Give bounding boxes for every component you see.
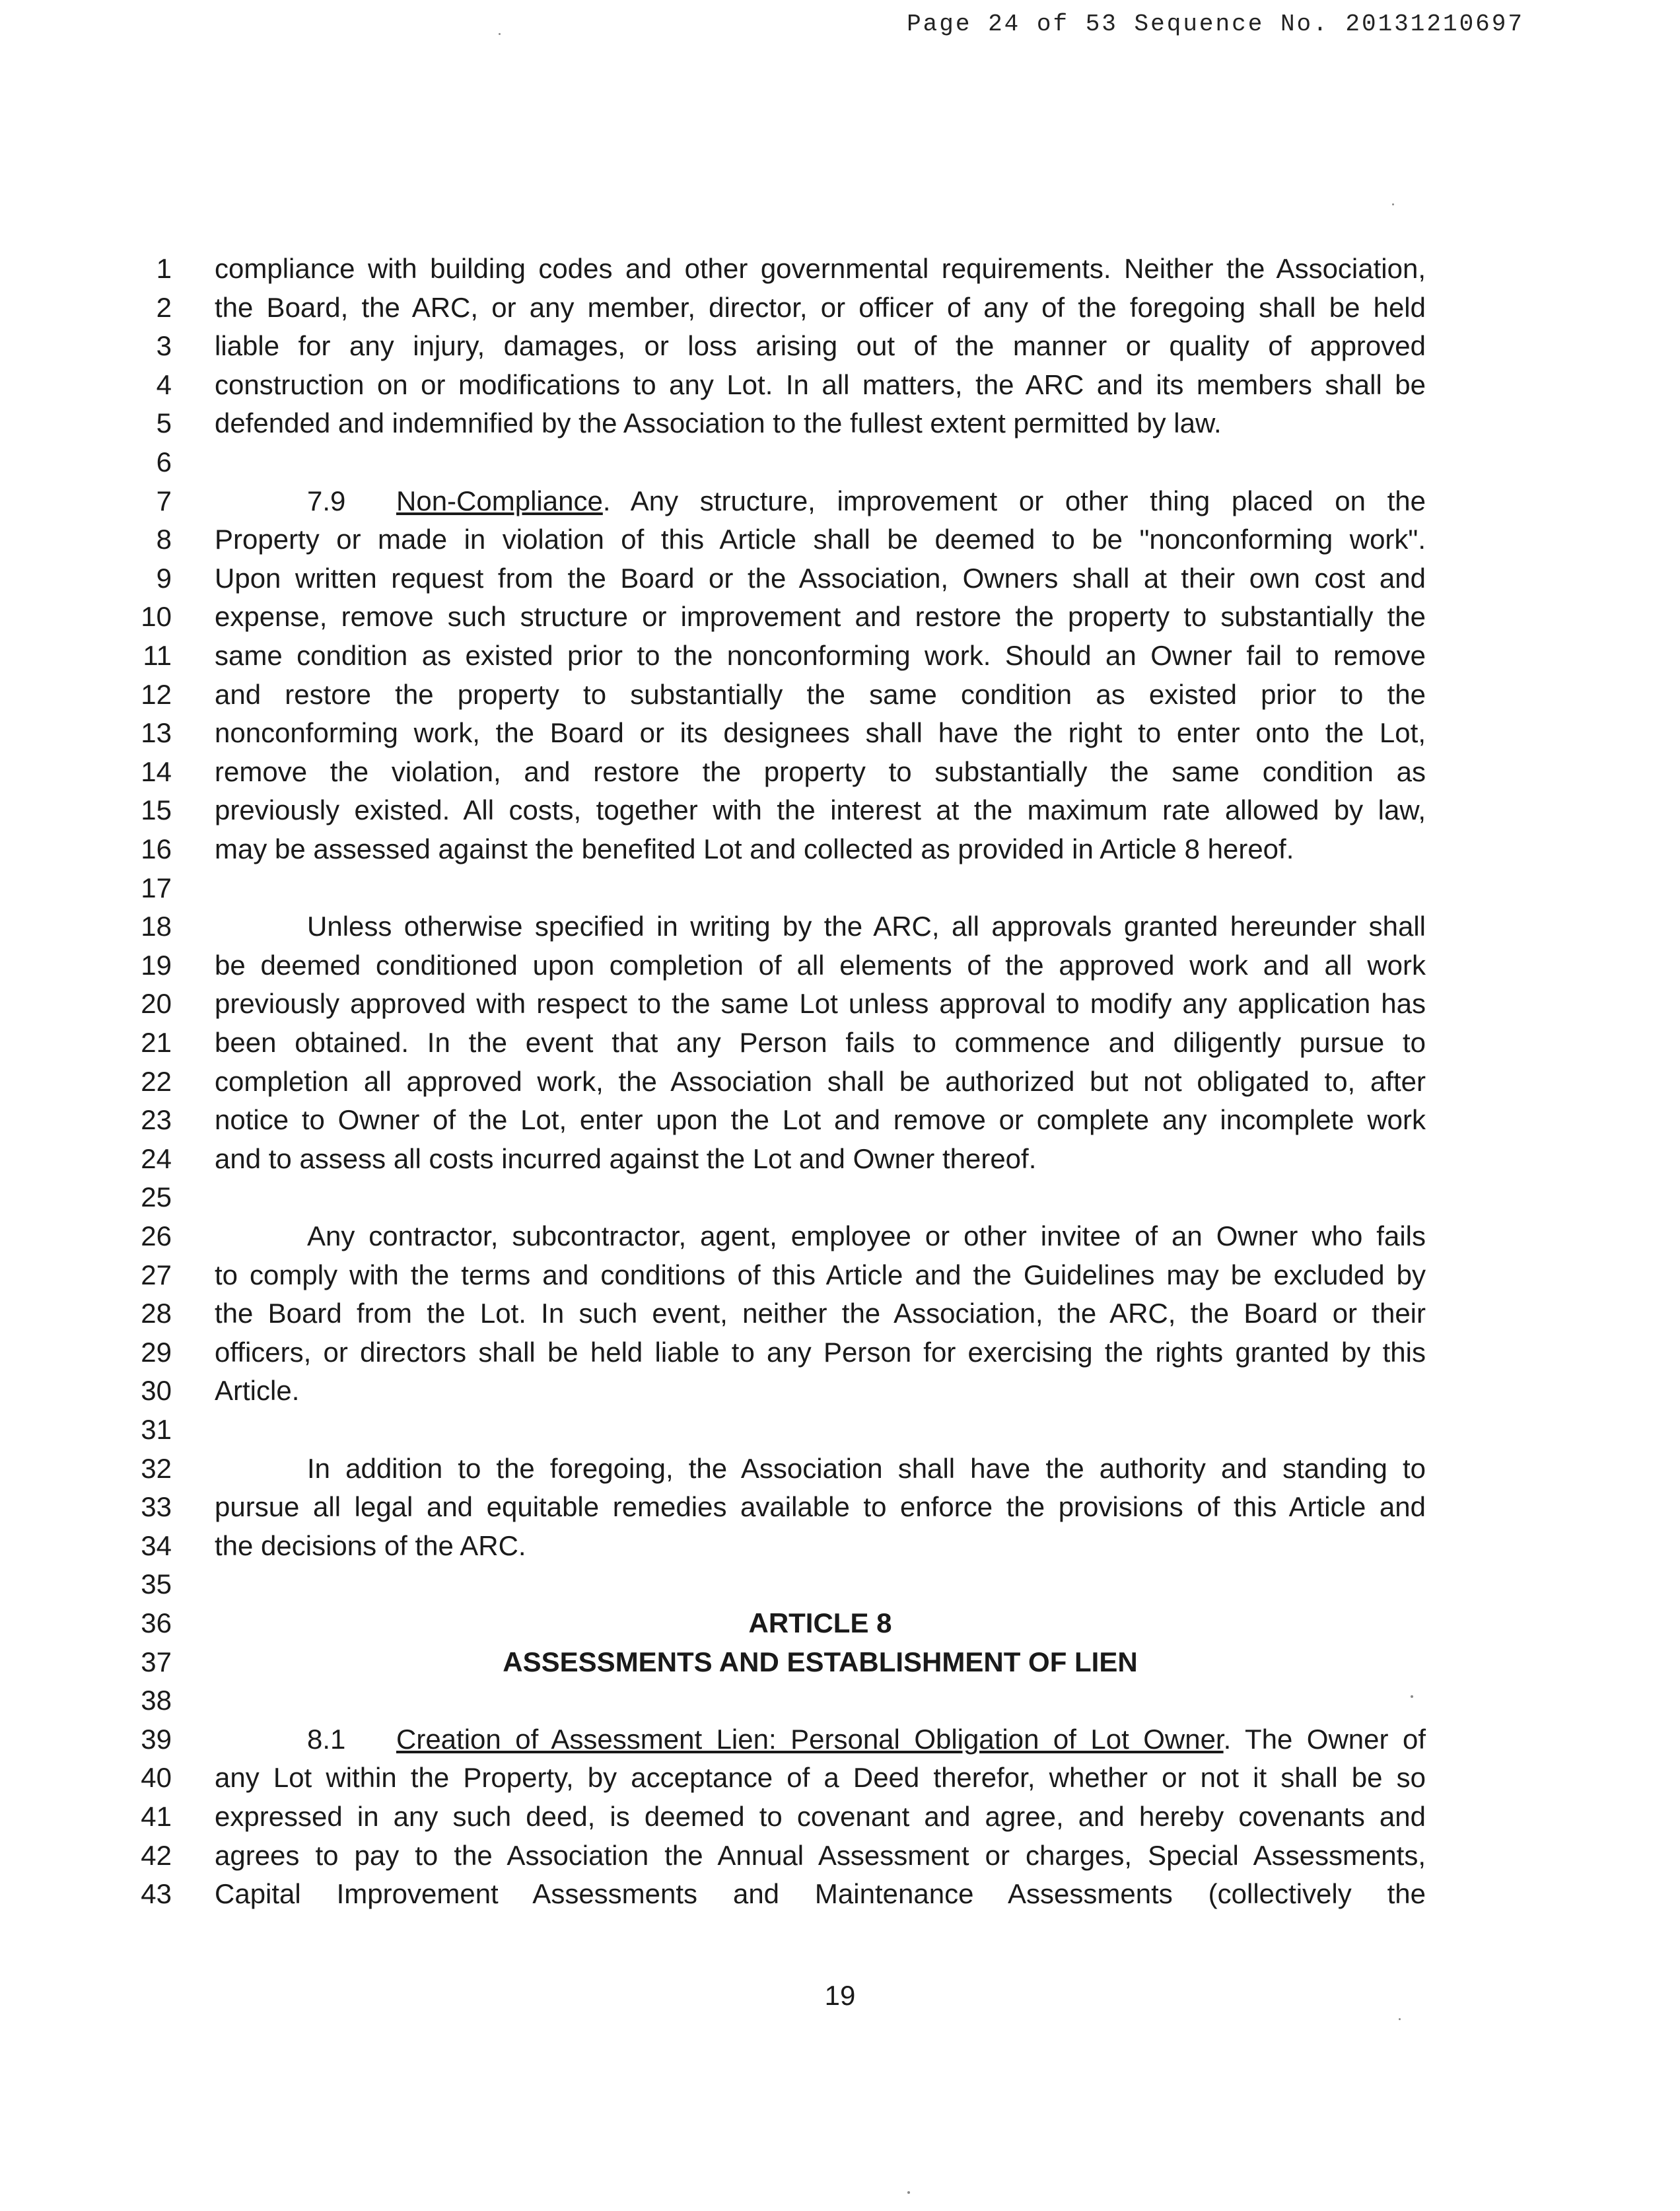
line-number: 2 xyxy=(156,291,172,323)
line-number: 35 xyxy=(141,1568,172,1600)
section-number: 7.9 xyxy=(307,485,346,516)
scan-speck xyxy=(1399,2018,1401,2020)
line-number: 13 xyxy=(141,717,172,749)
line-number: 37 xyxy=(141,1646,172,1677)
line-text: Property or made in violation of this Article shall be deemed to be "nonconforming work". xyxy=(215,524,1426,555)
line-number: 31 xyxy=(141,1414,172,1445)
line-text: pursue all legal and equitable remedies available to enforce the provisions of this Article and xyxy=(215,1491,1426,1523)
line-text: the Board, the ARC, or any member, director, or officer of any of the foregoing shall be held xyxy=(215,291,1426,323)
section-text: . Any structure, improvement or other thing placed on the xyxy=(602,485,1426,516)
line-number: 9 xyxy=(156,562,172,594)
line-number: 11 xyxy=(143,640,172,671)
line-number: 1 xyxy=(156,253,172,284)
page-header: Page 24 of 53 Sequence No. 20131210697 xyxy=(907,11,1524,38)
line-text: notice to Owner of the Lot, enter upon the Lot and remove or complete any incomplete work xyxy=(215,1104,1426,1136)
line-number: 41 xyxy=(141,1801,172,1832)
page-number: 19 xyxy=(824,1980,856,2011)
line-number: 36 xyxy=(141,1607,172,1638)
scan-speck xyxy=(1411,1695,1413,1698)
line-text: officers, or directors shall be held liable to any Person for exercising the rights granted by this xyxy=(215,1336,1426,1368)
line-number: 17 xyxy=(141,872,172,903)
line-number: 7 xyxy=(156,485,172,516)
line-text: compliance with building codes and other governmental requirements. Neither the Association, xyxy=(215,253,1426,284)
line-number: 34 xyxy=(141,1529,172,1561)
line-text: the decisions of the ARC. xyxy=(215,1529,526,1561)
line-text: defended and indemnified by the Association to the fullest extent permitted by law. xyxy=(215,407,1222,439)
section-number: 8.1 xyxy=(307,1723,346,1755)
scan-speck xyxy=(499,33,501,35)
line-text: and restore the property to substantially the same condition as existed prior to the xyxy=(215,678,1426,710)
line-text: expressed in any such deed, is deemed to covenant and agree, and hereby covenants and xyxy=(215,1801,1426,1832)
line-number: 43 xyxy=(141,1878,172,1910)
line-text: nonconforming work, the Board or its designees shall have the right to enter onto the Lot, xyxy=(215,717,1426,749)
line-text: the Board from the Lot. In such event, neither the Association, the ARC, the Board or their xyxy=(215,1298,1426,1329)
scan-speck xyxy=(1392,203,1394,205)
line-number: 14 xyxy=(141,755,172,787)
line-number: 8 xyxy=(156,524,172,555)
line-text: Article. xyxy=(215,1375,300,1407)
line-text: Capital Improvement Assessments and Maintenance Assessments (collectively the xyxy=(215,1878,1426,1910)
line-text: any Lot within the Property, by acceptance of a Deed therefor, whether or not it shall be so xyxy=(215,1762,1426,1794)
line-text: ARTICLE 8 xyxy=(748,1607,892,1638)
line-number: 19 xyxy=(141,949,172,981)
line-number: 39 xyxy=(141,1723,172,1755)
line-number: 16 xyxy=(141,833,172,864)
line-text: ASSESSMENTS AND ESTABLISHMENT OF LIEN xyxy=(503,1646,1138,1677)
line-text: In addition to the foregoing, the Association shall have the authority and standing to xyxy=(307,1452,1426,1484)
line-number: 23 xyxy=(141,1104,172,1136)
line-number: 29 xyxy=(141,1336,172,1368)
line-number: 38 xyxy=(141,1685,172,1716)
line-number: 18 xyxy=(141,911,172,942)
line-number: 32 xyxy=(141,1452,172,1484)
line-number: 21 xyxy=(141,1027,172,1058)
section-heading: Creation of Assessment Lien: Personal Obligation of Lot Owner xyxy=(396,1723,1224,1755)
line-number: 30 xyxy=(141,1375,172,1407)
line-text: previously existed. All costs, together with the interest at the maximum rate allowed by law, xyxy=(215,794,1426,826)
line-text: agrees to pay to the Association the Annual Assessment or charges, Special Assessments, xyxy=(215,1839,1426,1871)
section-text: . The Owner of xyxy=(1223,1723,1426,1755)
line-text: Unless otherwise specified in writing by the ARC, all approvals granted hereunder shall xyxy=(307,911,1426,942)
line-text: be deemed conditioned upon completion of all elements of the approved work and all work xyxy=(215,949,1426,981)
line-number: 4 xyxy=(156,368,172,400)
line-text: completion all approved work, the Association shall be authorized but not obligated to, after xyxy=(215,1065,1426,1097)
line-text: expense, remove such structure or improvement and restore the property to substantially the xyxy=(215,601,1426,633)
line-text: and to assess all costs incurred against the Lot and Owner thereof. xyxy=(215,1142,1037,1174)
line-number: 12 xyxy=(141,678,172,710)
line-number: 25 xyxy=(141,1181,172,1213)
line-text: previously approved with respect to the same Lot unless approval to modify any application has xyxy=(215,988,1426,1020)
line-text: Any contractor, subcontractor, agent, employee or other invitee of an Owner who fails xyxy=(307,1220,1426,1251)
line-text: been obtained. In the event that any Person fails to commence and diligently pursue to xyxy=(215,1027,1426,1058)
line-text: construction on or modifications to any Lot. In all matters, the ARC and its members shall be xyxy=(215,368,1426,400)
line-number: 20 xyxy=(141,988,172,1020)
line-number: 3 xyxy=(156,330,172,362)
line-number: 40 xyxy=(141,1762,172,1794)
line-text: same condition as existed prior to the nonconforming work. Should an Owner fail to remove xyxy=(215,640,1426,671)
line-number: 15 xyxy=(141,794,172,826)
line-text: Upon written request from the Board or the Association, Owners shall at their own cost and xyxy=(215,562,1426,594)
line-number: 22 xyxy=(141,1065,172,1097)
line-number: 42 xyxy=(141,1839,172,1871)
line-number: 28 xyxy=(141,1298,172,1329)
line-text xyxy=(307,1720,1426,1759)
line-number: 6 xyxy=(156,446,172,477)
line-text: liable for any injury, damages, or loss arising out of the manner or quality of approved xyxy=(215,330,1426,362)
line-text xyxy=(307,482,1426,520)
line-number: 26 xyxy=(141,1220,172,1251)
line-text: may be assessed against the benefited Lot and collected as provided in Article 8 hereof. xyxy=(215,833,1294,864)
line-number: 27 xyxy=(141,1259,172,1290)
line-number: 33 xyxy=(141,1491,172,1523)
line-number: 5 xyxy=(156,407,172,439)
line-text: to comply with the terms and conditions of this Article and the Guidelines may be excluded by xyxy=(215,1259,1426,1290)
scan-speck xyxy=(907,2191,910,2194)
section-heading: Non-Compliance xyxy=(396,485,603,516)
line-text: remove the violation, and restore the property to substantially the same condition as xyxy=(215,755,1426,787)
line-number: 10 xyxy=(141,601,172,633)
line-number: 24 xyxy=(141,1142,172,1174)
